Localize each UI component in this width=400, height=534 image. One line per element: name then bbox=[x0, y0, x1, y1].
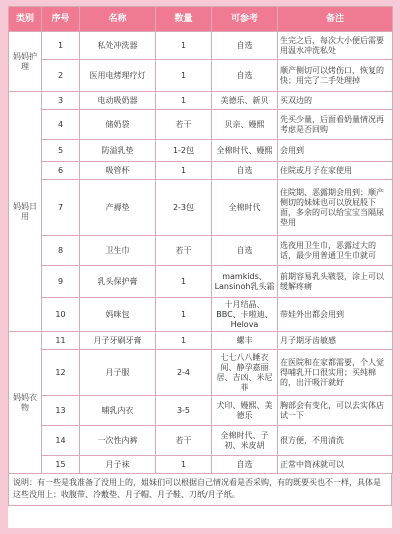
row-number: 13 bbox=[42, 396, 80, 426]
row-number: 5 bbox=[42, 140, 80, 162]
table-row bbox=[9, 350, 393, 396]
header-name: 名称 bbox=[80, 7, 156, 32]
item-name: 妈咪包 bbox=[80, 298, 156, 332]
item-name: 防溢乳垫 bbox=[80, 140, 156, 162]
item-reference: 全棉时代、子初、米皮胡 bbox=[212, 426, 278, 456]
row-number: 2 bbox=[42, 60, 80, 92]
row-number: 4 bbox=[42, 110, 80, 140]
item-name: 私处冲洗器 bbox=[80, 32, 156, 60]
item-name: 乳头保护膏 bbox=[80, 266, 156, 298]
header-quantity: 数量 bbox=[156, 7, 212, 32]
item-name: 卫生巾 bbox=[80, 236, 156, 266]
item-quantity: 1 bbox=[156, 266, 212, 298]
table-row bbox=[9, 396, 393, 426]
table-row bbox=[9, 456, 393, 474]
header-reference: 可参考 bbox=[212, 7, 278, 32]
item-quantity: 2-4 bbox=[156, 350, 212, 396]
item-name: 一次性内裤 bbox=[80, 426, 156, 456]
item-reference: mamkids、Lansinoh乳头霜 bbox=[212, 266, 278, 298]
header-category: 类别 bbox=[9, 7, 42, 32]
item-quantity: 1 bbox=[156, 32, 212, 60]
item-quantity: 若干 bbox=[156, 236, 212, 266]
category-cell: 妈妈护理 bbox=[9, 32, 42, 92]
item-name: 储奶袋 bbox=[80, 110, 156, 140]
item-quantity: 若干 bbox=[156, 426, 212, 456]
table-row bbox=[9, 332, 393, 350]
table-row bbox=[9, 92, 393, 110]
item-remark: 正常中筒袜就可以 bbox=[278, 456, 393, 474]
item-reference: 螺丰 bbox=[212, 332, 278, 350]
row-number: 11 bbox=[42, 332, 80, 350]
header-number: 序号 bbox=[42, 7, 80, 32]
item-remark: 生完之后，每次大小便后需要用温水冲洗私处 bbox=[278, 32, 393, 60]
row-number: 14 bbox=[42, 426, 80, 456]
item-remark: 很方便，不用清洗 bbox=[278, 426, 393, 456]
row-number: 15 bbox=[42, 456, 80, 474]
table-row bbox=[9, 180, 393, 236]
header-row bbox=[9, 7, 393, 32]
row-number: 6 bbox=[42, 162, 80, 180]
table-row bbox=[9, 266, 393, 298]
table-row bbox=[9, 298, 393, 332]
table-row bbox=[9, 32, 393, 60]
row-number: 9 bbox=[42, 266, 80, 298]
item-remark: 先买少量，后面看奶量情况再考虑是否回购 bbox=[278, 110, 393, 140]
row-number: 1 bbox=[42, 32, 80, 60]
table-row bbox=[9, 426, 393, 456]
item-quantity: 1 bbox=[156, 332, 212, 350]
category-cell: 妈妈衣物 bbox=[9, 332, 42, 474]
table-row bbox=[9, 110, 393, 140]
checklist-table bbox=[8, 6, 393, 474]
item-name: 月子袜 bbox=[80, 456, 156, 474]
item-quantity: 1 bbox=[156, 60, 212, 92]
table-row bbox=[9, 236, 393, 266]
footnote: 说明：有一些是我准备了没用上的，姐妹们可以根据自己情况看是否采购，有的既要买也不一样，具体是这些没用上：收腹带、冷敷垫、月子帽、月子鞋、刀纸/月子纸。 bbox=[8, 474, 392, 506]
category-cell: 妈妈日用 bbox=[9, 92, 42, 332]
item-remark: 带娃外出都会用到 bbox=[278, 298, 393, 332]
item-quantity: 若干 bbox=[156, 110, 212, 140]
item-quantity: 1 bbox=[156, 162, 212, 180]
item-reference: 自选 bbox=[212, 162, 278, 180]
row-number: 3 bbox=[42, 92, 80, 110]
item-remark: 会用到 bbox=[278, 140, 393, 162]
item-name: 月子牙刷牙膏 bbox=[80, 332, 156, 350]
item-name: 吸管杯 bbox=[80, 162, 156, 180]
item-quantity: 1-2包 bbox=[156, 140, 212, 162]
row-number: 12 bbox=[42, 350, 80, 396]
item-reference: 犬印、嫚熙、美德乐 bbox=[212, 396, 278, 426]
item-name: 产褥垫 bbox=[80, 180, 156, 236]
item-name: 医用电烤理疗灯 bbox=[80, 60, 156, 92]
item-remark: 买双边的 bbox=[278, 92, 393, 110]
item-name: 哺乳内衣 bbox=[80, 396, 156, 426]
item-quantity: 1 bbox=[156, 298, 212, 332]
item-reference: 自选 bbox=[212, 60, 278, 92]
item-quantity: 3-5 bbox=[156, 396, 212, 426]
item-quantity: 2-3包 bbox=[156, 180, 212, 236]
item-reference: 全棉时代 bbox=[212, 180, 278, 236]
item-name: 电动吸奶器 bbox=[80, 92, 156, 110]
item-reference: 自选 bbox=[212, 32, 278, 60]
item-remark: 住院或月子在家使用 bbox=[278, 162, 393, 180]
table-row bbox=[9, 140, 393, 162]
item-reference: 十月结晶、BBC、卡啦迪、Helova bbox=[212, 298, 278, 332]
table-row bbox=[9, 162, 393, 180]
row-number: 7 bbox=[42, 180, 80, 236]
item-remark: 选夜用卫生巾，恶露过大的话，最少用普通卫生巾就可 bbox=[278, 236, 393, 266]
row-number: 10 bbox=[42, 298, 80, 332]
item-remark: 顺产侧切可以烤伤口，恢复的快；用完了二手处理掉 bbox=[278, 60, 393, 92]
item-quantity: 1 bbox=[156, 92, 212, 110]
checklist-sheet bbox=[8, 6, 392, 528]
item-remark: 胸部会有变化，可以去实体店试一下 bbox=[278, 396, 393, 426]
item-remark: 住院期、恶露期会用到；顺产侧切的妹妹也可以放屁股下面，多余的可以给宝宝当隔尿垫用 bbox=[278, 180, 393, 236]
item-reference: 贝亲、嫚熙 bbox=[212, 110, 278, 140]
item-quantity: 1 bbox=[156, 456, 212, 474]
table-row bbox=[9, 60, 393, 92]
item-name: 月子服 bbox=[80, 350, 156, 396]
header-remark: 备注 bbox=[278, 7, 393, 32]
item-remark: 在医院和在家都需要，个人觉得哺乳开口很实用；买纯棉的，出汗吸汗就好 bbox=[278, 350, 393, 396]
row-number: 8 bbox=[42, 236, 80, 266]
item-reference: 全棉时代、嫚熙 bbox=[212, 140, 278, 162]
item-reference: 自选 bbox=[212, 456, 278, 474]
item-remark: 月子期牙齿敏感 bbox=[278, 332, 393, 350]
item-remark: 前期容易乳头皲裂，涂上可以缓解疼痛 bbox=[278, 266, 393, 298]
item-reference: 自选 bbox=[212, 236, 278, 266]
item-reference: 七七八八睡衣间、静孕嘉丽居、吉凶、米尼菲 bbox=[212, 350, 278, 396]
item-reference: 美德乐、新贝 bbox=[212, 92, 278, 110]
